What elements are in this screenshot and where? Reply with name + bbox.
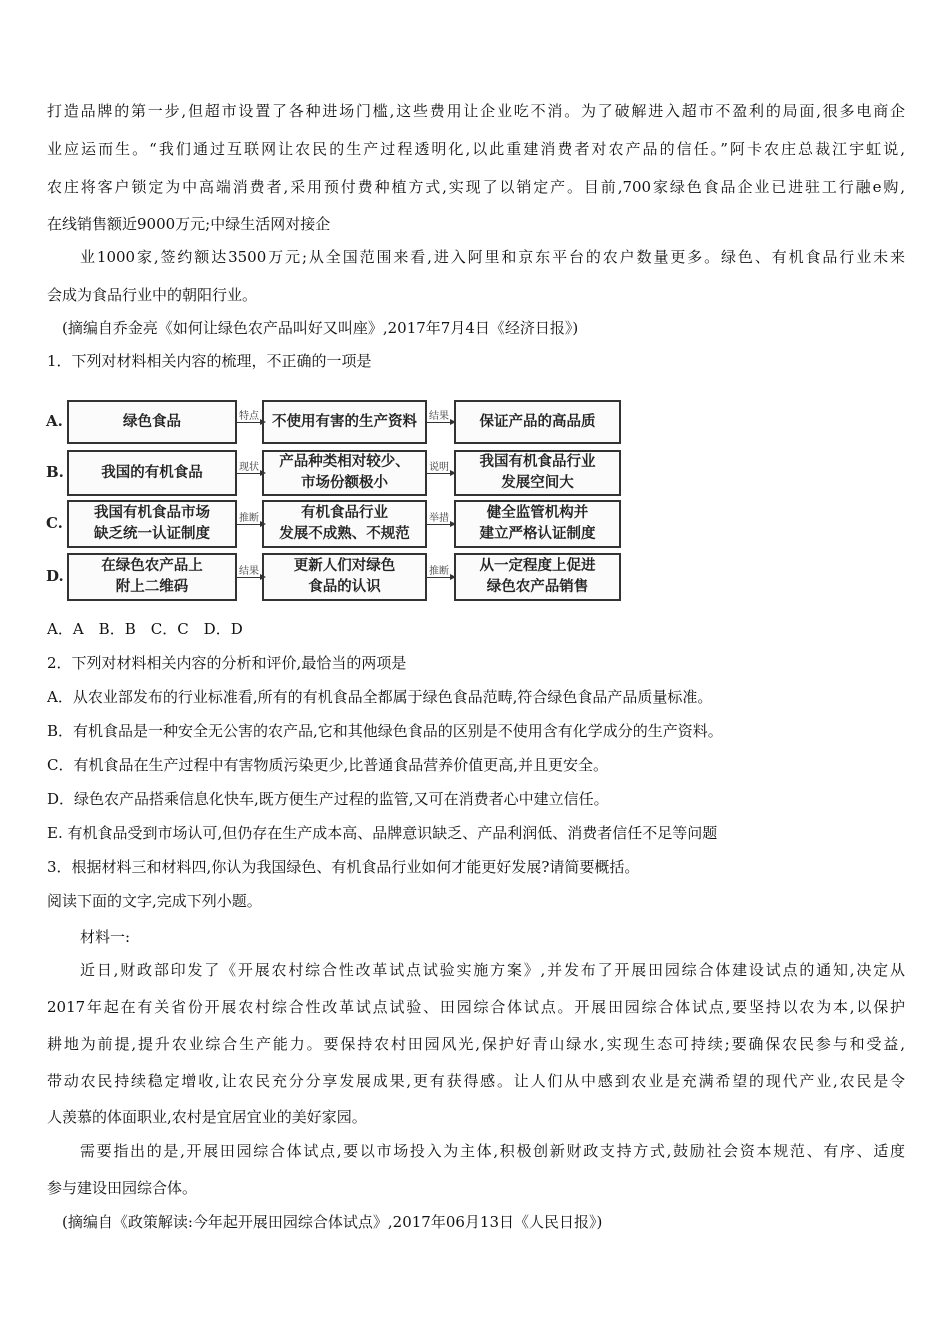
diagram-arrow-label: 举措 (429, 513, 449, 524)
material-line: 需要指出的是,开展田园综合体试点,要以市场投入为主体,积极创新财政支持方式,鼓励社会资本规范、有序、适度 (80, 1142, 905, 1160)
material-line: 耕地为前提,提升农业综合生产能力。要保持农村田园风光,保护好青山绿水,实现生态可持续;要确保农民参与和受益, (47, 1035, 905, 1053)
diagram-box: 有机食品行业 发展不成熟、不规范 (262, 500, 427, 548)
passage-source: (摘编自乔金亮《如何让绿色农产品叫好又叫座》,2017年7月4日《经济日报》) (62, 319, 579, 337)
diagram-row-label: A. (46, 412, 63, 430)
diagram-arrow-label: 结果 (429, 411, 449, 422)
question-2-option-a: A．从农业部发布的行业标准看,所有的有机食品全都属于绿色食品范畴,符合绿色食品产品质量标准。 (47, 688, 713, 706)
arrow-icon (237, 422, 264, 423)
diagram-arrow-label: 现状 (239, 462, 259, 473)
diagram-box: 绿色食品 (67, 400, 237, 444)
question-2-option-b: B．有机食品是一种安全无公害的农产品,它和其他绿色食品的区别是不使用含有化学成分的生产资料。 (47, 722, 723, 740)
question-2-option-e: E. 有机食品受到市场认可,但仍存在生产成本高、品牌意识缺乏、产品利润低、消费者信任不足等问题 (47, 824, 718, 842)
arrow-icon (427, 524, 454, 525)
question-2-stem: 2．下列对材料相关内容的分析和评价,最恰当的两项是 (47, 654, 407, 672)
passage-line: 业1000家,签约额达3500万元;从全国范围来看,进入阿里和京东平台的农户数量更多。绿色、有机食品行业未来 (80, 248, 905, 266)
diagram-arrow-label: 说明 (429, 462, 449, 473)
diagram-arrow-label: 推断 (429, 566, 449, 577)
arrow-icon (237, 473, 264, 474)
question-2-option-d: D．绿色农产品搭乘信息化快车,既方便生产过程的监管,又可在消费者心中建立信任。 (47, 790, 609, 808)
diagram-box: 从一定程度上促进 绿色农产品销售 (454, 553, 621, 601)
diagram-box: 我国有机食品市场 缺乏统一认证制度 (67, 500, 237, 548)
question-1-stem: 1．下列对材料相关内容的梳理，不正确的一项是 (47, 352, 372, 370)
material-1-title: 材料一: (80, 928, 131, 946)
arrow-icon (427, 422, 454, 423)
diagram-row-label: C. (46, 514, 63, 532)
diagram-row-label: B. (46, 463, 64, 481)
passage-line: 打造品牌的第一步,但超市设置了各种进场门槛,这些费用让企业吃不消。为了破解进入超市不盈利的局面,很多电商企 (47, 102, 905, 120)
arrow-icon (427, 473, 454, 474)
diagram-row-label: D. (46, 567, 64, 585)
passage-line: 农庄将客户锁定为中高端消费者,采用预付费种植方式,实现了以销定产。目前,700家绿色食品企业已进驻工行融e购, (47, 178, 905, 196)
arrow-icon (237, 524, 264, 525)
diagram-arrow-label: 特点 (239, 411, 259, 422)
diagram-box: 保证产品的高品质 (454, 400, 621, 444)
passage-line: 会成为食品行业中的朝阳行业。 (47, 286, 258, 304)
diagram-arrow-label: 推断 (239, 513, 259, 524)
diagram-box: 产品种类相对较少、 市场份额极小 (262, 450, 427, 496)
question-3-stem: 3．根据材料三和材料四,你认为我国绿色、有机食品行业如何才能更好发展?请简要概括。 (47, 858, 640, 876)
question-2-option-c: C．有机食品在生产过程中有害物质污染更少,比普通食品营养价值更高,并且更安全。 (47, 756, 609, 774)
material-line: 带动农民持续稳定增收,让农民充分分享发展成果,更有获得感。让人们从中感到农业是充满希望的现代产业,农民是令 (47, 1072, 905, 1090)
diagram-arrow-label: 结果 (239, 566, 259, 577)
material-line: 2017年起在有关省份开展农村综合性改革试点试验、田园综合体试点。开展田园综合体试点,要坚持以农为本,以保护 (47, 998, 905, 1016)
diagram-box: 不使用有害的生产资料 (262, 400, 427, 444)
passage-line: 业应运而生。“我们通过互联网让农民的生产过程透明化,以此重建消费者对农产品的信任。”阿卡农庄总裁江宇虹说, (47, 140, 905, 158)
material-source: (摘编自《政策解读:今年起开展田园综合体试点》,2017年06月13日《人民日报》) (62, 1213, 603, 1231)
arrow-icon (237, 577, 264, 578)
arrow-icon (427, 577, 454, 578)
material-line: 参与建设田园综合体。 (47, 1179, 198, 1197)
question-1-options: A．A B．B C．C D．D (47, 620, 243, 638)
material-line: 人羡慕的体面职业,农村是宜居宜业的美好家园。 (47, 1108, 367, 1126)
diagram-box: 更新人们对绿色 食品的认识 (262, 553, 427, 601)
diagram-box: 在绿色农产品上 附上二维码 (67, 553, 237, 601)
diagram-box: 我国有机食品行业 发展空间大 (454, 450, 621, 496)
passage-line: 在线销售额近9000万元;中绿生活网对接企 (47, 215, 331, 233)
diagram-box: 我国的有机食品 (67, 450, 237, 496)
material-line: 近日,财政部印发了《开展农村综合性改革试点试验实施方案》,并发布了开展田园综合体建设试点的通知,决定从 (80, 961, 905, 979)
diagram-box: 健全监管机构并 建立严格认证制度 (454, 500, 621, 548)
reading-instruction: 阅读下面的文字,完成下列小题。 (47, 892, 262, 910)
